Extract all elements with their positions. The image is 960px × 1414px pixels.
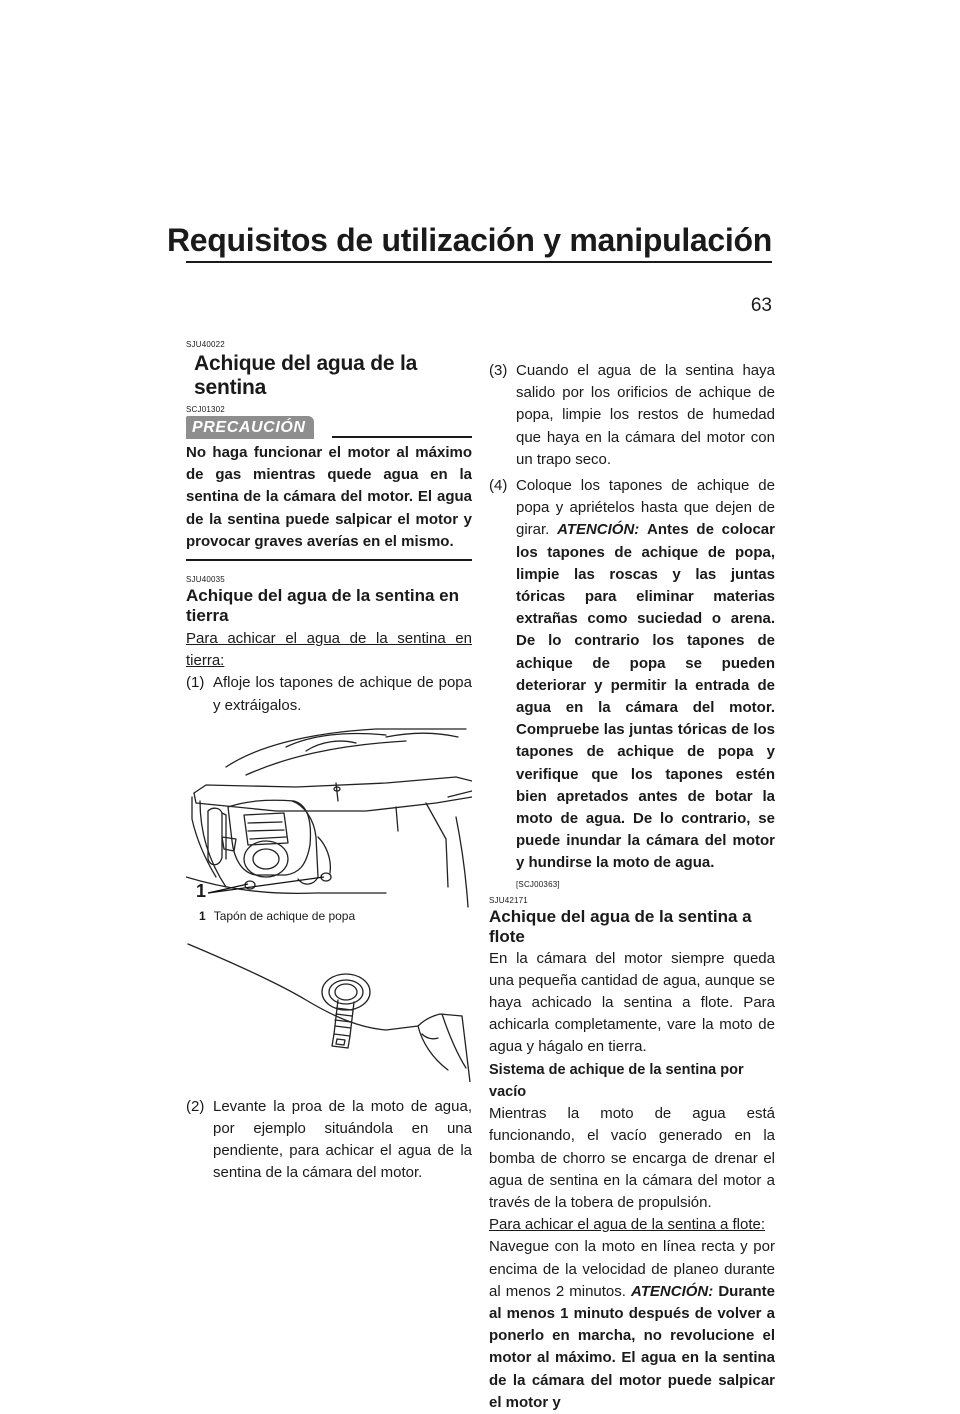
header-rule [186,261,772,263]
notice-text: Durante al menos 1 minuto después de volver a ponerlo en marcha, no revolucione el motor al máximo. El agua en la sentina de la cámara del motor puede salpicar el motor y [489,1282,776,1411]
caution-code: SCJ01302 [186,405,225,414]
caution-header [186,415,472,439]
step-number: (2) [186,1097,205,1115]
right-column [489,360,775,1414]
paragraph: En la cámara del motor siempre queda una pequeña cantidad de agua, aunque se haya achicado la sentina a flote. Para achicarla completamente, vare la moto de agua y hágalo en tierra. [489,949,775,1056]
procedure-step [186,672,472,716]
caption-text: Tapón de achique de popa [213,908,356,923]
notice-label: ATENCIÓN: [631,1282,714,1300]
subsection-title: Achique del agua de la sentina a flote [489,906,752,946]
figure-callout-number: 1 [196,880,207,901]
step-number: (1) [186,674,205,692]
paragraph [489,1236,775,1414]
caution-text: No haga funcionar el motor al máximo de gas mientras quede agua en la sentina de la cámara del motor. El agua de la sentina puede salpicar el motor y provocar graves averías en el mismo. [186,444,472,550]
procedure-step [489,360,775,471]
step-text: Levante la proa de la moto de agua, por ejemplo situándola en una pendiente, para achicar el agua de la sentina de la cámara del motor. [213,1097,472,1182]
figure-stern-drain-plugs [186,727,472,912]
left-column [186,340,472,1185]
step-text: Coloque los tapones de achique de popa y apriételos hasta que dejen de girar. [516,477,775,539]
procedure-step [186,1096,472,1185]
caution-end-rule [186,559,472,561]
subsection-title: Achique del agua de la sentina en tierra [186,586,460,626]
step-number: (4) [489,477,508,495]
paragraph-text: Navegue con la moto en línea recta y por encima de la velocidad de planeo durante al menos 2 minutos. [489,1238,775,1300]
bold-heading: Sistema de achique de la sentina por vacío [489,1061,744,1100]
reference-code: SJU40035 [186,575,225,585]
notice-text: Antes de colocar los tapones de achique de popa, limpie las roscas y las juntas tóricas para eliminar materias extrañas como suciedad o arena. De lo contrario los tapones de achique de popa se pueden deteriorar y permitir la entrada de agua en la cámara del motor. Compruebe las juntas tóricas de los tapones de achique de popa y verifique que los tapones estén bien apretados antes de botar la moto de agua. De lo contrario, se puede inundar la cámara del motor y hundirse la moto de agua. [516,521,775,872]
drain-plug-illustration [186,942,472,1082]
notice-label: ATENCIÓN: [557,521,640,539]
step-text: Cuando el agua de la sentina haya salido por los orificios de achique de popa, limpie los restos de humedad que haya en la cámara del motor con un trapo seco. [516,362,775,468]
step-number: (3) [489,362,508,379]
procedure-intro: Para achicar el agua de la sentina en tierra: [186,630,472,670]
page-title: Requisitos de utilización y manipulación [167,222,772,258]
notice-code: [SCJ00363] [516,879,560,889]
caution-rule [332,436,472,438]
watercraft-stern-illustration [186,727,472,912]
figure-drain-plug-closeup [186,942,472,1082]
caption-number: 1 [199,908,206,923]
procedure-step [489,475,775,890]
caution-label: PRECAUCIÓN [186,416,314,439]
step-text: Afloje los tapones de achique de popa y extráigalos. [213,674,472,714]
reference-code: SJU42171 [489,895,528,905]
page-header [167,222,772,262]
reference-code: SJU40022 [186,340,225,349]
caution-box [186,415,472,561]
paragraph: Mientras la moto de agua está funcionando, el vacío generado en la bomba de chorro se encarga de drenar el agua de sentina en la cámara del motor a través de la tobera de propulsión. [489,1105,775,1211]
procedure-intro: Para achicar el agua de la sentina a flote: [489,1216,766,1234]
step-content [516,475,775,890]
section-title: Achique del agua de la sentina [194,352,418,399]
page-number: 63 [750,295,772,316]
